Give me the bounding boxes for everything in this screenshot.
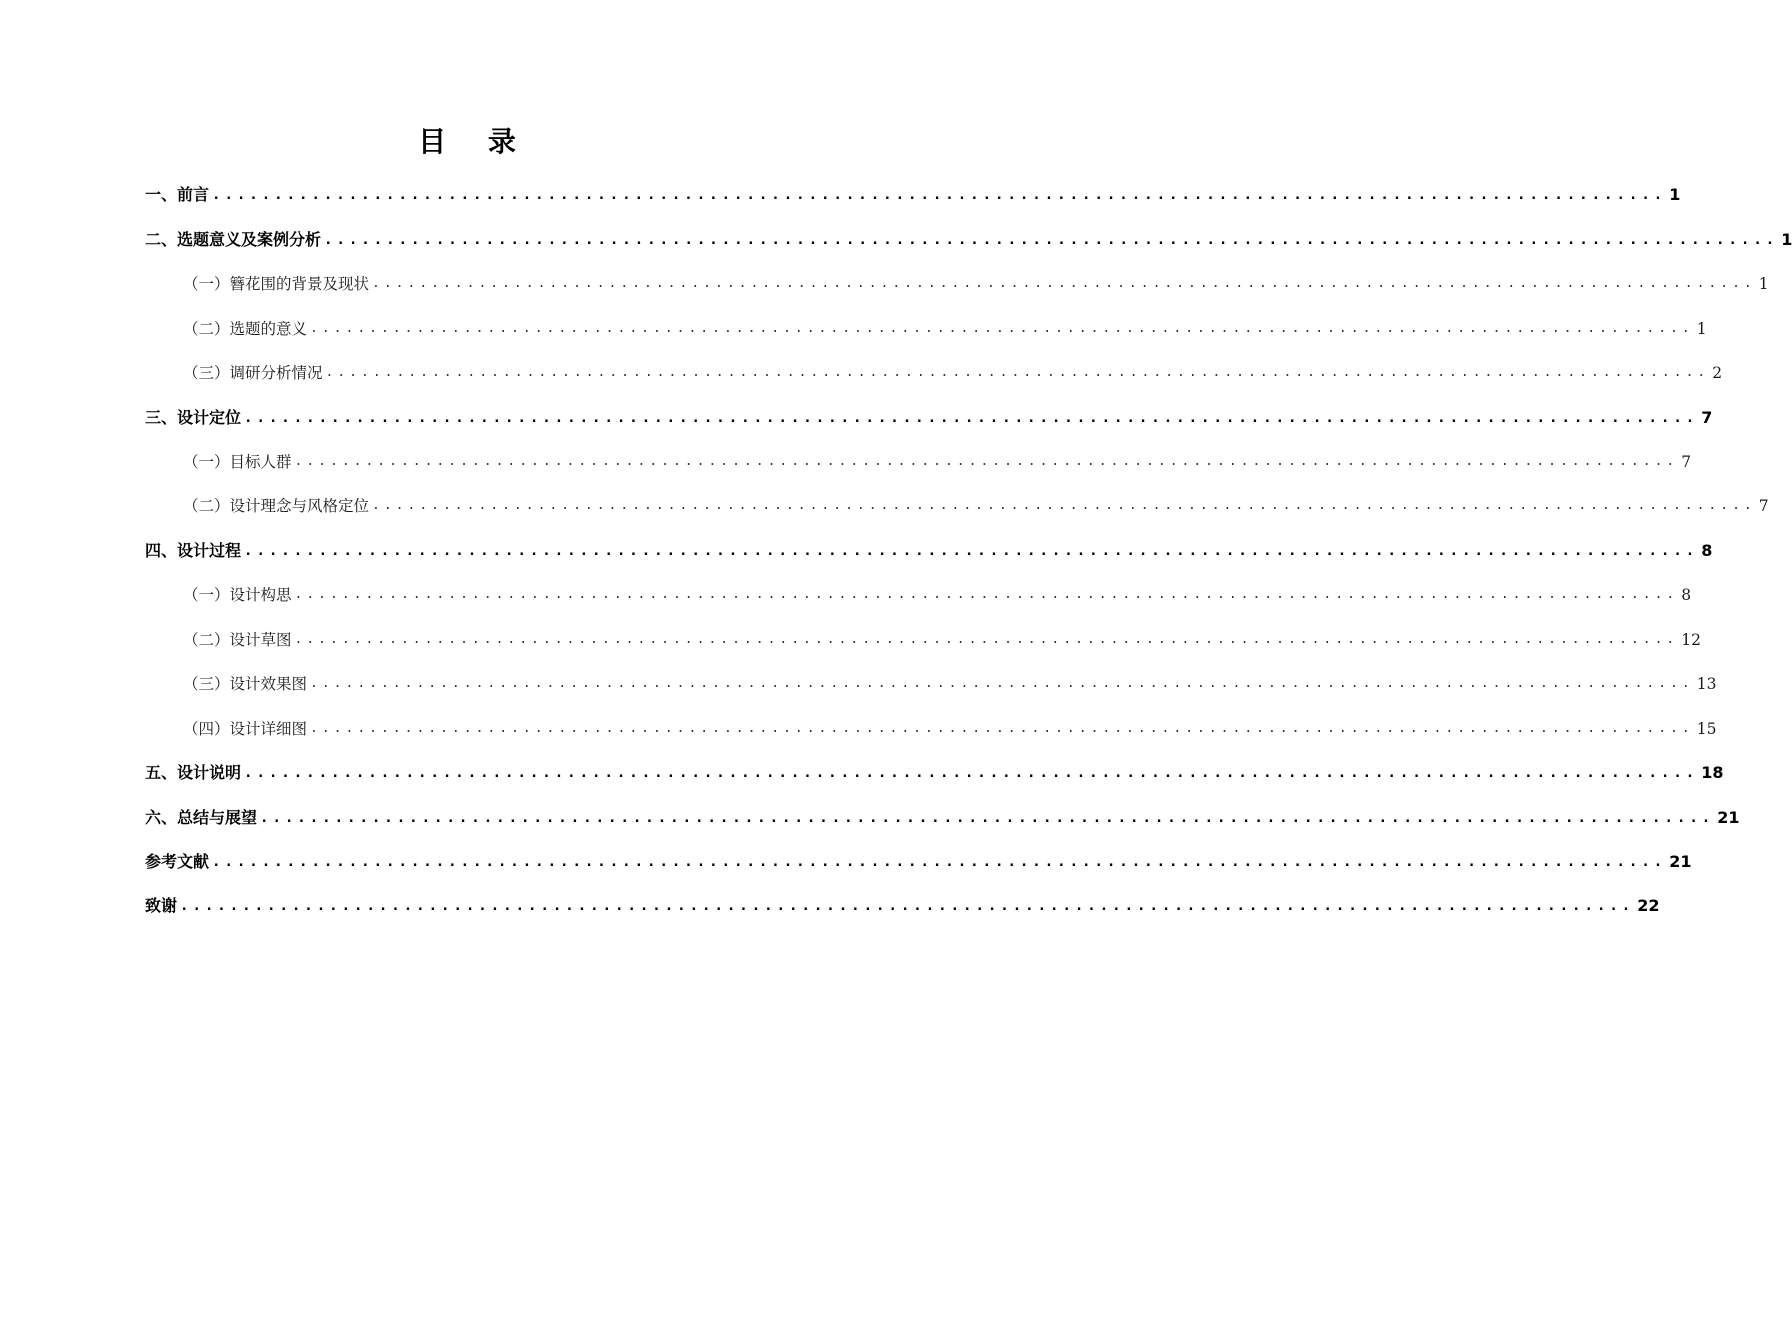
toc-entry-page: 7 [1681,453,1692,471]
toc-entry-page: 1 [1781,230,1792,249]
toc-leader-dots: ..................................................................................................................... [180,898,1635,914]
toc-entry-label: （四）设计详细图 [183,720,308,738]
toc-entry-page: 7 [1701,408,1713,427]
toc-entry-page: 18 [1701,763,1724,782]
toc-entry[interactable] [145,225,1792,251]
toc-entry[interactable] [183,625,1701,651]
toc-entry-label: （三）设计效果图 [183,675,308,693]
toc-entry[interactable] [183,314,1707,340]
toc-entry[interactable] [145,891,1660,917]
toc-entry[interactable] [183,447,1692,473]
toc-entry-label: （二）设计理念与风格定位 [183,497,370,515]
toc-entry-label: 一、前言 [145,185,210,204]
toc-entry-page: 22 [1637,896,1660,915]
toc-leader-dots: ..................................................................................................................... [294,587,1679,602]
toc-leader-dots: ..................................................................................................................... [212,854,1667,870]
toc-entry-label: （一）目标人群 [183,453,292,471]
toc-entry[interactable] [145,536,1713,562]
toc-leader-dots: ..................................................................................................................... [244,765,1699,781]
toc-leader-dots: ..................................................................................................................... [244,410,1699,426]
toc-entry-page: 7 [1758,497,1769,515]
toc-leader-dots: ..................................................................................................................... [260,810,1715,826]
toc-entry-page: 2 [1712,364,1723,382]
toc-entry-label: （二）设计草图 [183,631,292,649]
toc-entry[interactable] [183,491,1769,517]
toc-entry-label: 六、总结与展望 [145,808,258,827]
toc-entry-page: 8 [1701,541,1713,560]
toc-entry-label: 参考文献 [145,852,210,871]
toc-entry-page: 1 [1669,185,1681,204]
toc-entry[interactable] [183,669,1717,695]
toc-leader-dots: ..................................................................................................................... [372,498,1756,513]
toc-leader-dots: ..................................................................................................................... [324,232,1779,248]
toc-title: 目 录 [418,125,532,158]
toc-leader-dots: ..................................................................................................................... [372,276,1756,291]
toc-entry-label: （一）簪花围的背景及现状 [183,275,370,293]
toc-entry-page: 15 [1696,720,1717,738]
toc-leader-dots: ..................................................................................................................... [244,543,1699,559]
toc-leader-dots: ..................................................................................................................... [310,721,1694,736]
toc-entry-page: 1 [1696,320,1707,338]
toc-leader-dots: ..................................................................................................................... [294,632,1679,647]
toc-entry-label: 三、设计定位 [145,408,242,427]
toc-entry-label: （三）调研分析情况 [183,364,323,382]
toc-entry-page: 8 [1681,586,1692,604]
toc-entry-label: 二、选题意义及案例分析 [145,230,322,249]
toc-entry-label: 致谢 [145,896,178,915]
toc-entry-label: 五、设计说明 [145,763,242,782]
toc-entry[interactable] [145,403,1713,429]
toc-entry[interactable] [183,269,1769,295]
toc-entry[interactable] [145,803,1740,829]
toc-entry-page: 13 [1696,675,1717,693]
toc-entry-label: 四、设计过程 [145,541,242,560]
toc-leader-dots: ..................................................................................................................... [310,321,1694,336]
toc-leader-dots: ..................................................................................................................... [310,676,1694,691]
toc-entry-label: （一）设计构思 [183,586,292,604]
toc-entry[interactable] [145,180,1681,206]
toc-entry-label: （二）选题的意义 [183,320,308,338]
toc-entry-page: 21 [1717,808,1740,827]
toc-entry[interactable] [145,758,1724,784]
toc-entry-page: 21 [1669,852,1692,871]
toc-entry[interactable] [183,714,1717,740]
toc-leader-dots: ..................................................................................................................... [294,454,1679,469]
toc-entry-page: 1 [1758,275,1769,293]
toc-entry-page: 12 [1681,631,1701,649]
toc-leader-dots: ..................................................................................................................... [212,187,1667,203]
toc-entry[interactable] [145,847,1692,873]
toc-entry[interactable] [183,580,1692,606]
toc-entry[interactable] [183,358,1723,384]
toc-leader-dots: ..................................................................................................................... [325,365,1710,380]
